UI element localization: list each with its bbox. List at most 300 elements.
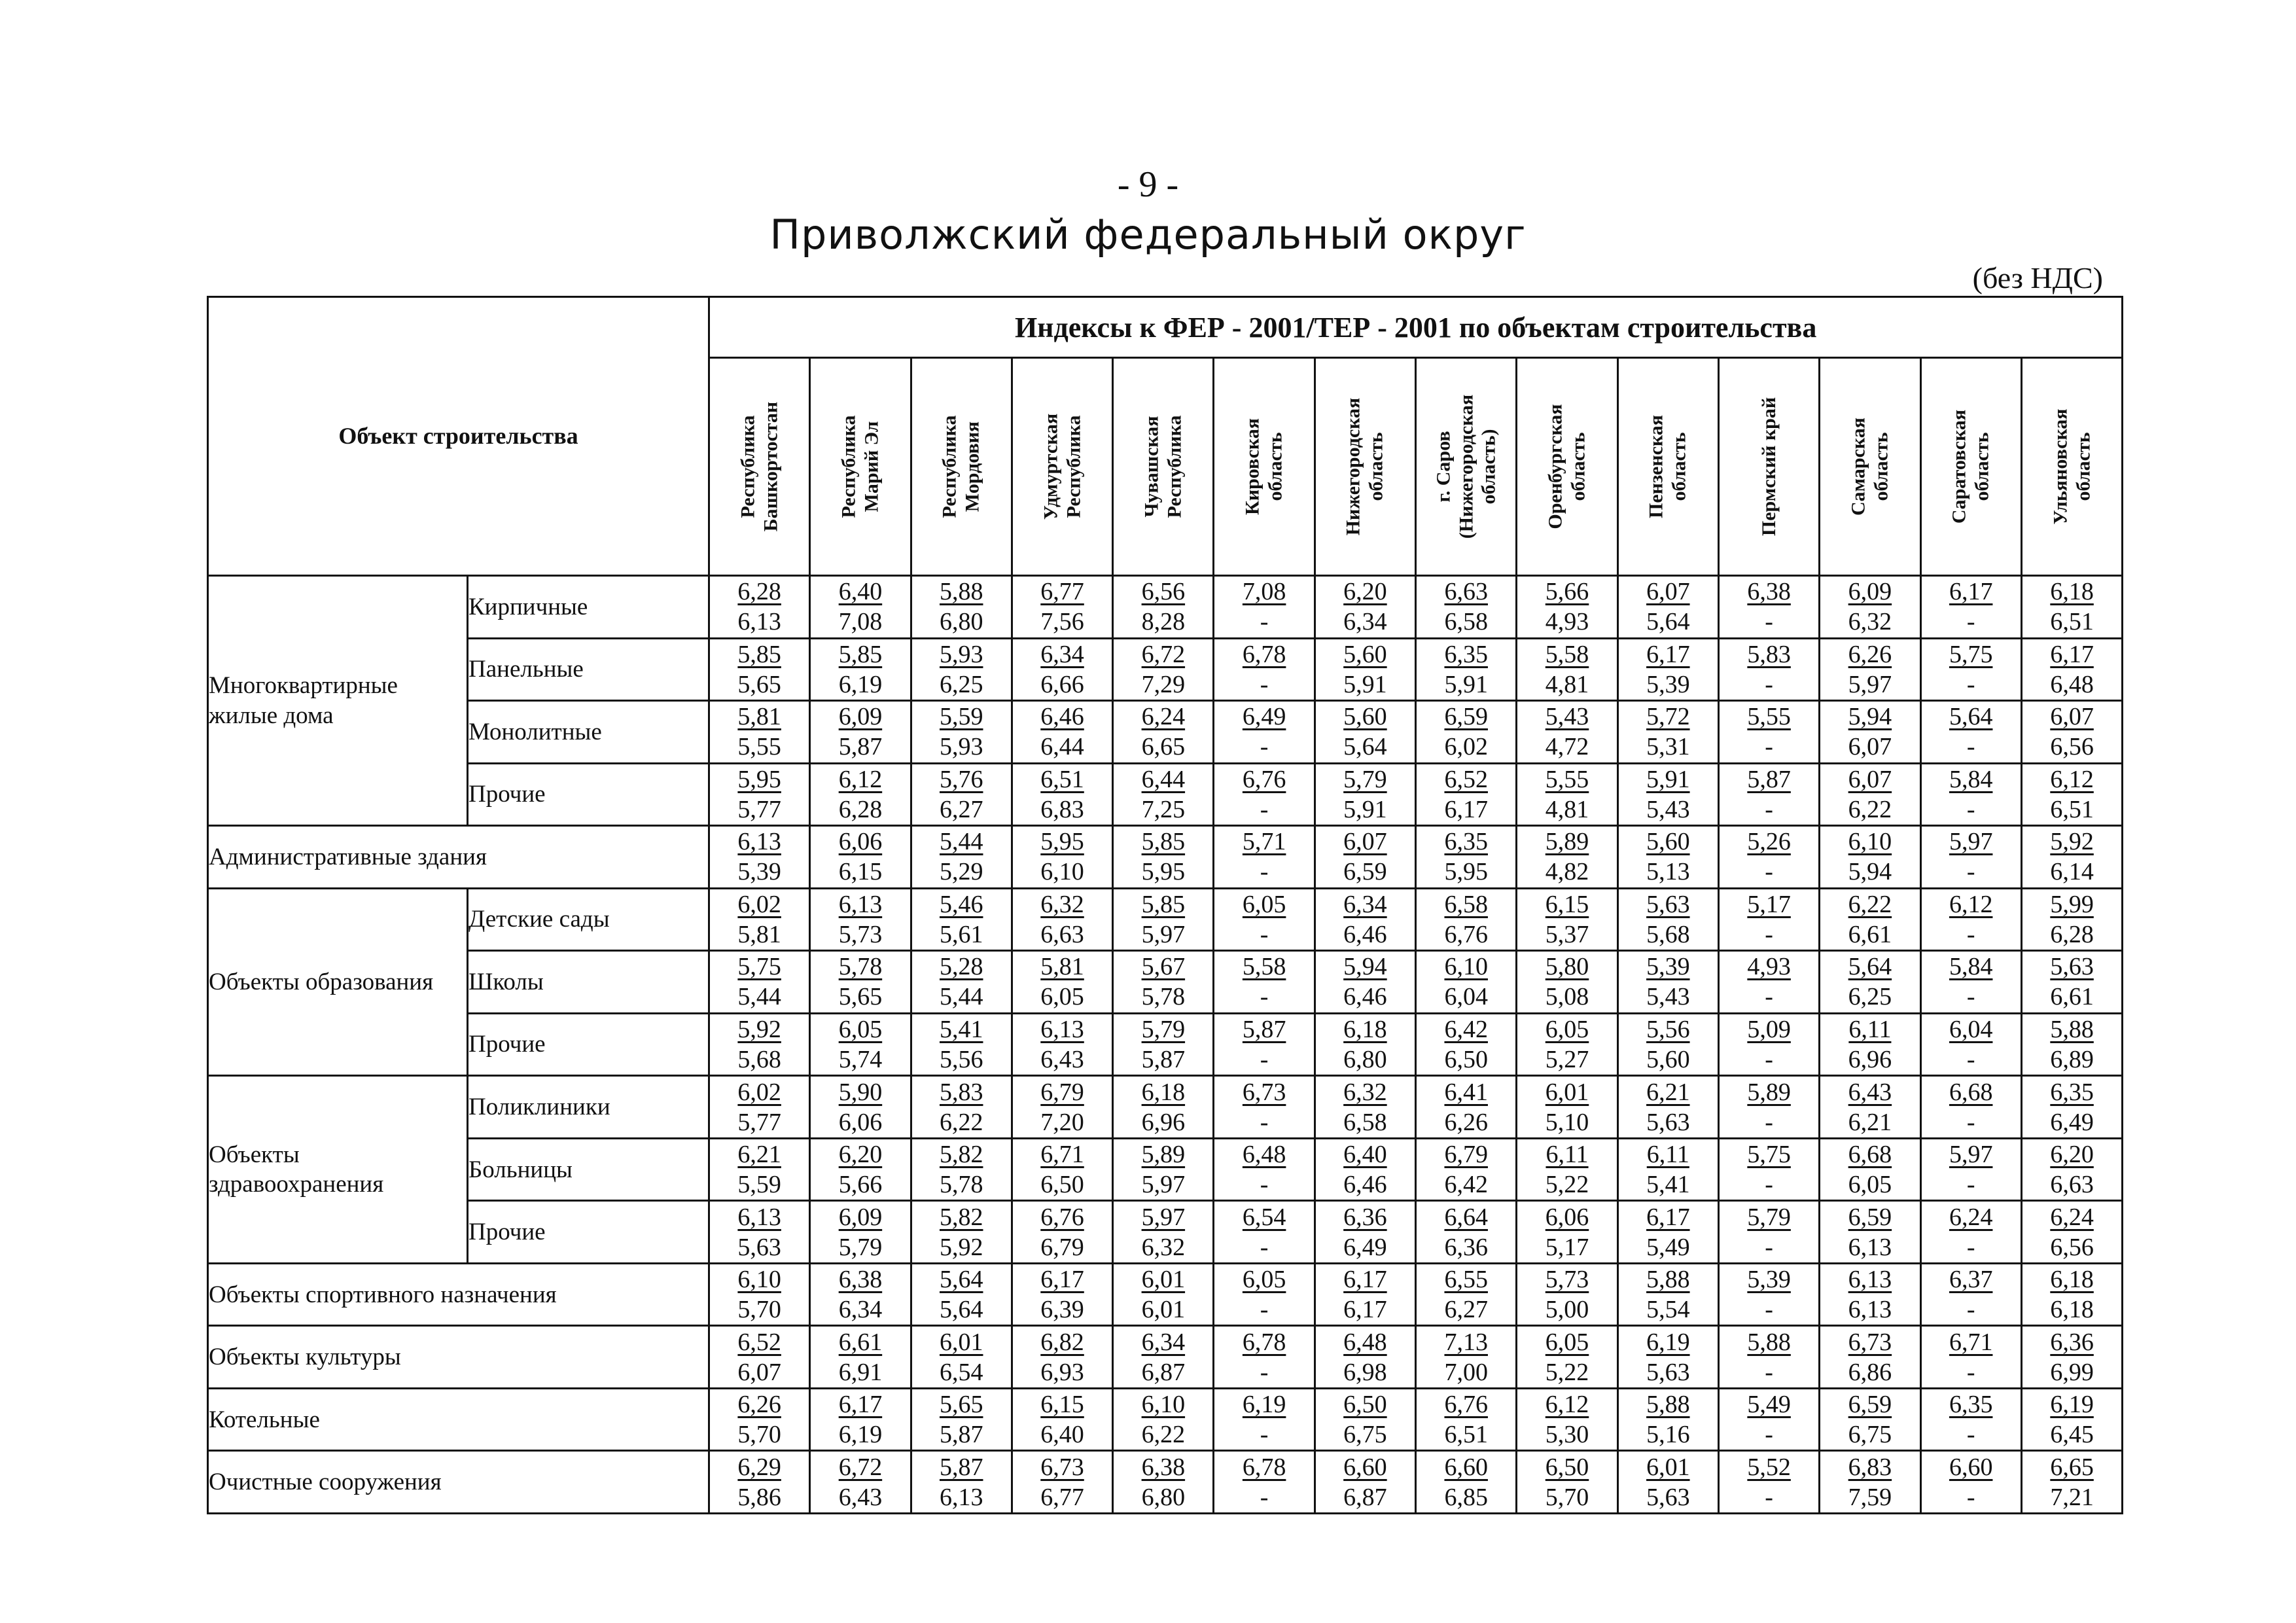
index-cell	[709, 1138, 810, 1201]
index-value-bottom: 6,22	[1848, 795, 1892, 823]
index-value-top: 6,78	[1242, 1328, 1286, 1356]
index-cell	[1617, 701, 1718, 764]
index-cell	[810, 888, 911, 951]
index-value-bottom: 6,75	[1848, 1421, 1892, 1449]
index-cell	[1214, 1013, 1315, 1076]
index-value-top: 6,12	[2050, 765, 2094, 793]
index-value-bottom: 6,48	[2050, 670, 2094, 698]
index-value-bottom: 6,44	[1040, 733, 1084, 761]
index-value-top: 6,21	[737, 1141, 781, 1169]
index-cell	[1012, 1326, 1112, 1389]
index-value-bottom: 5,79	[838, 1233, 883, 1261]
index-value-bottom: 5,10	[1545, 1108, 1589, 1136]
index-value-bottom: 7,25	[1141, 795, 1186, 823]
index-cell	[911, 576, 1012, 639]
index-value-bottom: 5,64	[1343, 733, 1387, 761]
index-cell	[1718, 1076, 1819, 1139]
index-value-bottom: 6,59	[1343, 858, 1387, 886]
index-value-top: 6,10	[1141, 1391, 1186, 1419]
object-subtype-label: Монолитные	[468, 701, 709, 764]
index-value-bottom: 5,63	[1646, 1483, 1690, 1511]
index-value-bottom: -	[1260, 795, 1269, 823]
index-cell	[2021, 638, 2122, 701]
index-value-bottom: -	[1966, 733, 1975, 761]
index-value-top: 5,97	[1949, 828, 1993, 856]
index-cell	[911, 1076, 1012, 1139]
index-value-top: 5,95	[1040, 828, 1084, 856]
index-value-bottom: 6,86	[1848, 1358, 1892, 1386]
index-cell	[709, 1451, 810, 1514]
index-cell	[2021, 951, 2122, 1014]
index-value-bottom: 5,29	[939, 858, 983, 886]
index-value-bottom: -	[1260, 858, 1269, 886]
index-cell	[1920, 888, 2021, 951]
index-value-top: 6,63	[1444, 578, 1488, 606]
index-value-bottom: 5,56	[939, 1045, 983, 1073]
index-value-top: 6,59	[1848, 1391, 1892, 1419]
table-row	[208, 1326, 2123, 1389]
index-cell	[1315, 1263, 1415, 1326]
index-cell	[1113, 1013, 1214, 1076]
index-value-top: 5,88	[1747, 1328, 1791, 1356]
index-cell	[1820, 888, 1920, 951]
index-cell	[709, 1013, 810, 1076]
index-value-bottom: 6,80	[1141, 1483, 1186, 1511]
index-value-bottom: 5,44	[737, 983, 781, 1011]
index-value-bottom: 6,98	[1343, 1358, 1387, 1386]
index-cell	[911, 1201, 1012, 1264]
index-cell	[2021, 826, 2122, 889]
index-value-bottom: 5,55	[737, 733, 781, 761]
index-value-top: 5,83	[1747, 640, 1791, 668]
table-row	[208, 763, 2123, 826]
index-value-top: 6,48	[1343, 1328, 1387, 1356]
index-value-top: 4,93	[1747, 953, 1791, 981]
index-value-top: 6,10	[1848, 828, 1892, 856]
index-value-top: 5,28	[939, 953, 983, 981]
index-value-bottom: 6,06	[838, 1108, 883, 1136]
table-row	[208, 1201, 2123, 1264]
index-value-bottom: 6,05	[1040, 983, 1084, 1011]
index-cell	[1315, 576, 1415, 639]
index-value-bottom: 6,43	[1040, 1045, 1084, 1073]
index-value-bottom: 5,61	[939, 920, 983, 948]
index-value-top: 5,66	[1545, 578, 1589, 606]
index-value-bottom: 6,17	[1343, 1296, 1387, 1324]
index-value-bottom: 5,70	[737, 1296, 781, 1324]
index-cell	[1315, 1013, 1415, 1076]
region-name: Удмуртская Республика	[1040, 413, 1084, 520]
index-value-bottom: 6,13	[737, 608, 781, 636]
index-value-top: 6,06	[838, 828, 883, 856]
index-value-bottom: 5,77	[737, 795, 781, 823]
index-value-bottom: -	[1260, 1233, 1269, 1261]
object-group-label: Объекты здравоохранения	[208, 1076, 468, 1264]
index-value-bottom: 6,50	[1444, 1045, 1488, 1073]
index-value-bottom: 6,27	[1444, 1296, 1488, 1324]
index-value-top: 6,61	[838, 1328, 883, 1356]
index-cell	[911, 826, 1012, 889]
object-subtype-label: Прочие	[468, 1013, 709, 1076]
index-cell	[1517, 1138, 1617, 1201]
index-cell	[2021, 576, 2122, 639]
index-value-bottom: 8,28	[1141, 608, 1186, 636]
index-cell	[1416, 1076, 1517, 1139]
index-value-top: 6,73	[1040, 1453, 1084, 1481]
index-value-top: 6,18	[1141, 1078, 1186, 1106]
index-value-bottom: -	[1260, 1358, 1269, 1386]
index-cell	[1214, 1263, 1315, 1326]
index-value-top: 6,36	[1343, 1203, 1387, 1231]
index-cell	[1315, 701, 1415, 764]
index-cell	[1920, 1326, 2021, 1389]
index-value-top: 6,09	[838, 703, 883, 731]
index-cell	[709, 1076, 810, 1139]
table-body	[208, 576, 2123, 1514]
index-cell	[810, 1263, 911, 1326]
index-cell	[1617, 1138, 1718, 1201]
index-value-top: 5,46	[939, 890, 983, 918]
index-cell	[1012, 951, 1112, 1014]
index-value-top: 6,07	[1646, 578, 1690, 606]
index-value-bottom: 5,39	[1646, 670, 1690, 698]
index-value-bottom: 5,27	[1545, 1045, 1589, 1073]
index-cell	[1113, 1138, 1214, 1201]
index-value-top: 5,89	[1141, 1141, 1186, 1169]
index-value-top: 5,88	[1646, 1266, 1690, 1294]
index-value-bottom: 6,19	[838, 670, 883, 698]
index-value-bottom: -	[1260, 670, 1269, 698]
index-value-bottom: -	[1260, 1171, 1269, 1199]
index-value-top: 6,48	[1242, 1141, 1286, 1169]
index-value-top: 6,05	[1545, 1328, 1589, 1356]
index-value-top: 6,20	[2050, 1141, 2094, 1169]
index-cell	[1315, 638, 1415, 701]
index-value-top: 6,36	[2050, 1328, 2094, 1356]
index-cell	[1214, 576, 1315, 639]
region-name: Самарская область	[1847, 418, 1892, 516]
index-value-top: 6,73	[1242, 1078, 1286, 1106]
index-cell	[1315, 888, 1415, 951]
index-value-top: 6,58	[1444, 890, 1488, 918]
index-cell	[1012, 1451, 1112, 1514]
index-value-bottom: -	[1966, 983, 1975, 1011]
index-value-top: 6,01	[1646, 1453, 1690, 1481]
index-value-top: 6,59	[1848, 1203, 1892, 1231]
index-cell	[1416, 1263, 1517, 1326]
index-value-bottom: 5,30	[1545, 1421, 1589, 1449]
index-value-top: 5,71	[1242, 828, 1286, 856]
index-value-top: 6,46	[1040, 703, 1084, 731]
index-value-bottom: 6,42	[1444, 1171, 1488, 1199]
index-cell	[1820, 638, 1920, 701]
index-value-top: 6,52	[1444, 765, 1488, 793]
index-value-top: 6,52	[737, 1328, 781, 1356]
index-cell	[911, 951, 1012, 1014]
index-cell	[2021, 1326, 2122, 1389]
index-value-top: 5,55	[1545, 765, 1589, 793]
index-cell	[1718, 888, 1819, 951]
index-value-bottom: 5,92	[939, 1233, 983, 1261]
index-value-bottom: 6,61	[1848, 920, 1892, 948]
index-value-top: 6,18	[1343, 1015, 1387, 1043]
index-value-top: 5,81	[1040, 953, 1084, 981]
index-value-bottom: 6,43	[838, 1483, 883, 1511]
object-subtype-label: Школы	[468, 951, 709, 1014]
object-subtype-label: Поликлиники	[468, 1076, 709, 1139]
index-value-bottom: 4,93	[1545, 608, 1589, 636]
table-row	[208, 888, 2123, 951]
object-column-header: Объект строительства	[208, 297, 709, 576]
index-value-bottom: 5,73	[838, 920, 883, 948]
index-value-bottom: 5,13	[1646, 858, 1690, 886]
index-value-top: 6,18	[2050, 578, 2094, 606]
index-value-bottom: 6,05	[1848, 1171, 1892, 1199]
index-value-bottom: -	[1260, 1045, 1269, 1073]
index-cell	[810, 576, 911, 639]
index-value-bottom: 6,49	[2050, 1108, 2094, 1136]
index-value-bottom: 6,77	[1040, 1483, 1084, 1511]
index-cell	[1718, 763, 1819, 826]
index-value-top: 5,83	[939, 1078, 983, 1106]
index-cell	[810, 638, 911, 701]
index-value-top: 5,55	[1747, 703, 1791, 731]
index-value-top: 6,79	[1040, 1078, 1084, 1106]
index-cell	[1920, 1076, 2021, 1139]
index-value-top: 5,99	[2050, 890, 2094, 918]
region-header	[2021, 358, 2122, 576]
index-cell	[1113, 1201, 1214, 1264]
index-value-bottom: 5,94	[1848, 858, 1892, 886]
index-value-top: 6,17	[1646, 640, 1690, 668]
region-name: Нижегородская область	[1342, 397, 1387, 536]
index-value-bottom: 4,81	[1545, 795, 1589, 823]
index-value-top: 6,68	[1949, 1078, 1993, 1106]
index-value-bottom: 6,40	[1040, 1421, 1084, 1449]
index-value-bottom: 5,68	[1646, 920, 1690, 948]
index-cell	[1214, 1201, 1315, 1264]
index-value-bottom: 6,58	[1444, 608, 1488, 636]
index-cell	[911, 763, 1012, 826]
index-value-bottom: 5,63	[1646, 1358, 1690, 1386]
index-value-top: 6,02	[737, 890, 781, 918]
index-cell	[1012, 576, 1112, 639]
index-value-bottom: 5,17	[1545, 1233, 1589, 1261]
index-value-bottom: 7,29	[1141, 670, 1186, 698]
index-value-bottom: 6,32	[1848, 608, 1892, 636]
index-value-top: 5,92	[2050, 828, 2094, 856]
index-value-top: 5,60	[1646, 828, 1690, 856]
index-value-top: 6,15	[1040, 1391, 1084, 1419]
index-cell	[1820, 1013, 1920, 1076]
index-cell	[709, 576, 810, 639]
index-value-bottom: 6,96	[1141, 1108, 1186, 1136]
index-cell	[1617, 763, 1718, 826]
index-value-top: 5,87	[939, 1453, 983, 1481]
index-value-top: 6,24	[1949, 1203, 1993, 1231]
index-value-bottom: 6,49	[1343, 1233, 1387, 1261]
index-cell	[810, 1201, 911, 1264]
index-value-top: 5,93	[939, 640, 983, 668]
index-value-top: 6,06	[1545, 1203, 1589, 1231]
index-value-top: 6,34	[1343, 890, 1387, 918]
index-value-top: 6,42	[1444, 1015, 1488, 1043]
index-value-top: 5,72	[1646, 703, 1690, 731]
index-value-top: 7,08	[1242, 578, 1286, 606]
region-header	[1920, 358, 2021, 576]
index-value-bottom: 5,63	[737, 1233, 781, 1261]
index-cell	[1012, 826, 1112, 889]
region-name: Республика Мордовия	[938, 415, 983, 518]
index-cell	[1820, 763, 1920, 826]
index-value-bottom: -	[1765, 920, 1773, 948]
index-cell	[2021, 701, 2122, 764]
index-value-bottom: -	[1765, 1108, 1773, 1136]
index-value-top: 6,60	[1343, 1453, 1387, 1481]
index-cell	[1214, 1388, 1315, 1451]
table-row	[208, 1451, 2123, 1514]
index-value-bottom: 6,45	[2050, 1421, 2094, 1449]
index-value-bottom: 6,89	[2050, 1045, 2094, 1073]
index-value-top: 6,26	[737, 1391, 781, 1419]
index-value-top: 6,72	[838, 1453, 883, 1481]
index-value-bottom: -	[1966, 920, 1975, 948]
index-value-top: 6,34	[1141, 1328, 1186, 1356]
index-cell	[1517, 1013, 1617, 1076]
index-value-top: 6,60	[1949, 1453, 1993, 1481]
index-cell	[1214, 1451, 1315, 1514]
index-cell	[709, 763, 810, 826]
index-value-top: 6,65	[2050, 1453, 2094, 1481]
index-value-top: 5,63	[2050, 953, 2094, 981]
index-value-top: 5,67	[1141, 953, 1186, 981]
index-value-bottom: 6,07	[737, 1358, 781, 1386]
index-value-bottom: 5,70	[737, 1421, 781, 1449]
region-header	[1315, 358, 1415, 576]
region-header	[1820, 358, 1920, 576]
index-value-top: 5,85	[838, 640, 883, 668]
index-value-bottom: -	[1966, 608, 1975, 636]
index-value-bottom: 5,87	[939, 1421, 983, 1449]
index-cell	[1416, 888, 1517, 951]
index-value-bottom: 5,74	[838, 1045, 883, 1073]
index-value-top: 6,07	[1848, 765, 1892, 793]
index-value-top: 6,01	[939, 1328, 983, 1356]
index-value-top: 6,11	[1848, 1015, 1892, 1043]
index-cell	[1012, 638, 1112, 701]
index-value-bottom: 6,28	[838, 795, 883, 823]
index-value-bottom: 4,82	[1545, 858, 1589, 886]
index-cell	[1617, 576, 1718, 639]
index-value-bottom: 6,34	[838, 1296, 883, 1324]
index-value-top: 6,24	[2050, 1203, 2094, 1231]
index-value-top: 6,35	[1444, 640, 1488, 668]
index-value-bottom: 5,68	[737, 1045, 781, 1073]
index-value-top: 6,43	[1848, 1078, 1892, 1106]
index-cell	[1214, 701, 1315, 764]
index-value-bottom: 6,46	[1343, 920, 1387, 948]
index-value-bottom: -	[1966, 795, 1975, 823]
index-value-top: 6,72	[1141, 640, 1186, 668]
index-value-top: 5,43	[1545, 703, 1589, 731]
index-value-bottom: 6,85	[1444, 1483, 1488, 1511]
index-cell	[1113, 1388, 1214, 1451]
index-cell	[1113, 888, 1214, 951]
index-value-top: 5,58	[1242, 953, 1286, 981]
region-header	[1113, 358, 1214, 576]
index-cell	[1920, 701, 2021, 764]
index-value-bottom: 4,81	[1545, 670, 1589, 698]
index-value-bottom: 6,28	[2050, 920, 2094, 948]
index-value-bottom: 6,93	[1040, 1358, 1084, 1386]
index-value-top: 6,78	[1242, 1453, 1286, 1481]
index-value-top: 5,73	[1545, 1266, 1589, 1294]
index-value-top: 7,13	[1444, 1328, 1488, 1356]
index-cell	[1416, 1138, 1517, 1201]
index-value-bottom: 6,25	[1848, 983, 1892, 1011]
index-cell	[709, 638, 810, 701]
index-value-bottom: 7,21	[2050, 1483, 2094, 1511]
index-value-bottom: 5,39	[737, 858, 781, 886]
index-cell	[1820, 1076, 1920, 1139]
index-cell	[1416, 1013, 1517, 1076]
index-cell	[1820, 1388, 1920, 1451]
index-value-top: 6,13	[1848, 1266, 1892, 1294]
index-value-bottom: 6,15	[838, 858, 883, 886]
index-value-top: 6,40	[1343, 1141, 1387, 1169]
index-cell	[2021, 1076, 2122, 1139]
index-value-bottom: 6,32	[1141, 1233, 1186, 1261]
index-cell	[1012, 701, 1112, 764]
index-value-top: 6,18	[2050, 1266, 2094, 1294]
index-value-bottom: 5,08	[1545, 983, 1589, 1011]
index-value-bottom: 5,95	[1141, 858, 1186, 886]
index-cell	[1718, 1138, 1819, 1201]
index-cell	[1517, 763, 1617, 826]
index-value-bottom: -	[1765, 1483, 1773, 1511]
index-value-top: 6,12	[838, 765, 883, 793]
index-cell	[810, 951, 911, 1014]
index-value-top: 6,19	[2050, 1391, 2094, 1419]
index-value-bottom: 6,01	[1141, 1296, 1186, 1324]
index-value-top: 6,05	[838, 1015, 883, 1043]
object-group-label: Объекты спортивного назначения	[208, 1263, 709, 1326]
object-subtype-label: Больницы	[468, 1138, 709, 1201]
region-name: Пермский край	[1757, 397, 1780, 537]
index-cell	[1820, 1326, 1920, 1389]
index-cell	[810, 1076, 911, 1139]
index-value-top: 6,10	[737, 1266, 781, 1294]
index-value-bottom: 6,99	[2050, 1358, 2094, 1386]
index-value-top: 5,81	[737, 703, 781, 731]
index-value-top: 5,60	[1343, 640, 1387, 668]
index-value-bottom: 5,54	[1646, 1296, 1690, 1324]
index-value-bottom: 6,54	[939, 1358, 983, 1386]
index-cell	[1718, 1263, 1819, 1326]
index-value-top: 5,92	[737, 1015, 781, 1043]
index-value-top: 5,75	[737, 953, 781, 981]
index-value-bottom: 6,51	[2050, 795, 2094, 823]
index-value-top: 6,12	[1545, 1391, 1589, 1419]
index-cell	[810, 763, 911, 826]
index-value-top: 5,82	[939, 1203, 983, 1231]
index-value-top: 6,34	[1040, 640, 1084, 668]
index-value-top: 6,11	[1646, 1141, 1689, 1169]
index-value-bottom: 5,59	[737, 1171, 781, 1199]
index-value-top: 6,37	[1949, 1266, 1993, 1294]
index-value-bottom: 5,00	[1545, 1296, 1589, 1324]
index-value-top: 5,95	[737, 765, 781, 793]
